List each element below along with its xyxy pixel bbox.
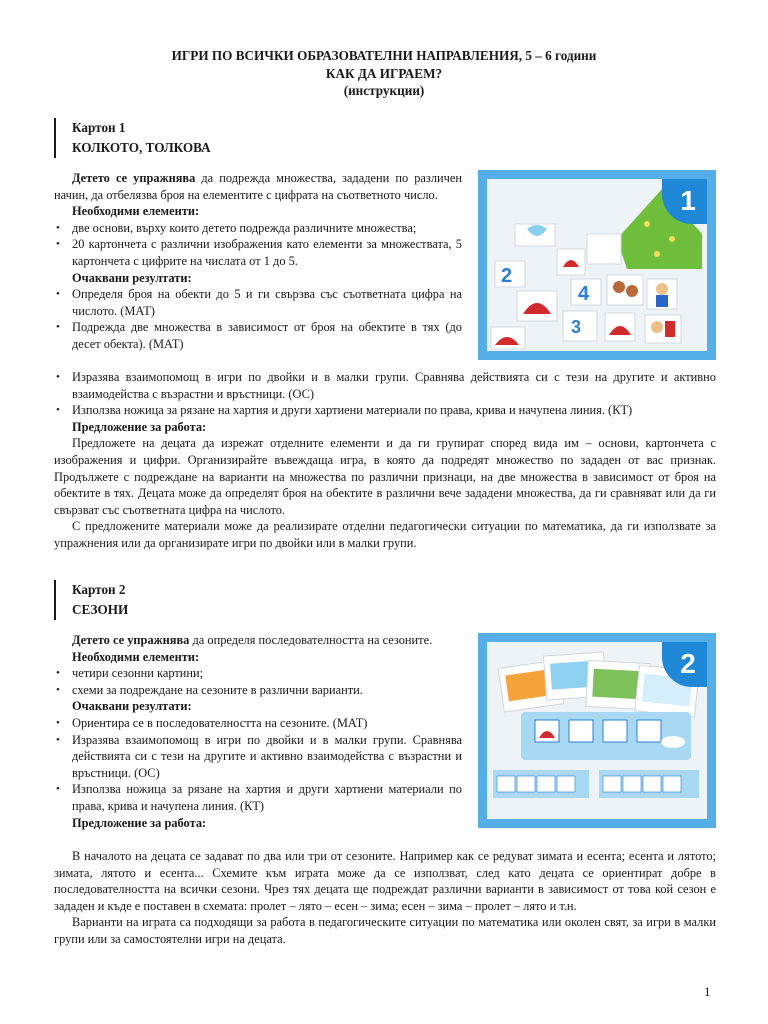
card1-proposal-paragraph: Предложете на децата да изрежат отделните елементи и да ги групират според вида им – основи, картончета с изображения и цифри. Организирайте въвеждаща игра, в която да подредят множество по зададен от вас признак. Продължете с подреждане на варианти на множества по различни признаци, на две множества в зависимост от броя на обектите в тях. Децата може да определят броя на обектите в различни вече зададени множества, да ги сравняват или да ги свързват със съответната цифра на числото. xyxy=(54,436,716,517)
svg-text:2: 2 xyxy=(501,265,513,287)
header-subtitle: КАК ДА ИГРАЕМ? xyxy=(325,65,443,81)
card2-title: СЕЗОНИ xyxy=(72,602,129,617)
list-item: • Използва ножица за рязане на хартия и други хартиени материали по права, крива и начупена линия. (КТ) xyxy=(54,781,462,814)
card1-heading xyxy=(54,118,211,158)
card1-title: КОЛКОТО, ТОЛКОВА xyxy=(72,140,211,155)
list-item: • 20 картончета с различни изображения като елементи за множествата, 5 картончета с цифрите на числата от 1 до 5. xyxy=(54,236,462,269)
card1-photo xyxy=(478,170,716,360)
header-title: ИГРИ ПО ВСИЧКИ ОБРАЗОВАТЕЛНИ НАПРАВЛЕНИЯ, 5 – 6 години xyxy=(171,48,597,63)
page-number: 1 xyxy=(704,984,711,999)
list-item: • Ориентира се в последователността на сезоните. (МАТ) xyxy=(54,715,462,732)
list-item: • Изразява взаимопомощ в игри по двойки и в малки групи. Сравнява действията си с тези на другите и активно взаимодейства с възрастни и връстници. (ОС) xyxy=(54,732,462,782)
card1-intro xyxy=(54,170,462,203)
svg-text:4: 4 xyxy=(578,283,590,305)
card2-intro xyxy=(54,632,462,649)
card1-number-badge: 1 xyxy=(662,179,707,224)
card2-intro-bold: Детето се упражнява xyxy=(72,633,190,647)
svg-text:3: 3 xyxy=(571,317,582,337)
card2-body-block xyxy=(54,848,716,948)
card2-proposal-heading: Предложение за работа: xyxy=(72,815,207,830)
list-item: • Използва ножица за рязане на хартия и други хартиени материали по права, крива и начупена линия. (КТ) xyxy=(54,402,716,419)
card1-number-label: Картон 1 xyxy=(72,120,126,135)
card1-proposal-paragraph: С предложените материали може да реализирате отделни педагогически ситуации по математика, да ги използвате за упражнения или да организирате игри по двойки или в малки групи. xyxy=(54,519,716,550)
card1-proposal-heading: Предложение за работа: xyxy=(72,419,207,434)
card1-results-heading: Очаквани резултати: xyxy=(72,270,192,285)
card1-intro-text: да подрежда множества, зададени по различен начин, да отбелязва броя на елементите с цифрата на съответното число. xyxy=(54,171,462,202)
card2-number-badge: 2 xyxy=(662,642,707,687)
page-header xyxy=(0,47,768,100)
card1-intro-block xyxy=(54,170,462,353)
card1-photo-content xyxy=(487,179,707,351)
card2-intro-block xyxy=(54,632,462,831)
card2-photo-content xyxy=(487,642,707,819)
card2-photo xyxy=(478,633,716,828)
list-item: • Подрежда две множества в зависимост от броя на обектите в тях (до десет обекта). (МАТ) xyxy=(54,319,462,352)
card2-proposal-paragraph: В началото на децата се задават по два или три от сезоните. Например как се редуват зимата и есента; есента и лятото; зимата, лятото и есента... Схемите към играта може да се използват, след като децата се ориентират добре в последователността на всички сезони. Чрез тях децата ще подреждат различни варианти в зависимост от това кой сезон е зададен и къде е поставен в схемата: пролет – лято – есен – зима; есен – зима – пролет – лято и т.н. xyxy=(54,849,716,913)
list-item: • Определя броя на обекти до 5 и ги свързва със съответната цифра на числото. (МАТ) xyxy=(54,286,462,319)
list-item: • схеми за подреждане на сезоните в различни варианти. xyxy=(54,682,462,699)
card1-required-heading: Необходими елементи: xyxy=(72,204,200,219)
list-item: • две основи, върху които детето подрежда различните множества; xyxy=(54,220,462,237)
header-note: (инструкции) xyxy=(343,83,425,98)
card1-intro-bold: Детето се упражнява xyxy=(72,171,196,185)
card2-number-label: Картон 2 xyxy=(72,582,126,597)
card2-results-heading: Очаквани резултати: xyxy=(72,699,192,714)
list-item: • четири сезонни картини; xyxy=(54,665,462,682)
card2-required-heading: Необходими елементи: xyxy=(72,649,200,664)
card2-intro-text: да определя последователността на сезоните. xyxy=(189,633,433,647)
card2-heading xyxy=(54,580,128,620)
card2-proposal-paragraph: Варианти на играта са подходящи за работа в педагогическите ситуации по математика или околен свят, за игри в малки групи или за самостоятелни игри на децата. xyxy=(54,915,716,946)
list-item: • Изразява взаимопомощ в игри по двойки и в малки групи. Сравнява действията си с тези на другите и активно взаимодейства с възрастни и връстници. (ОС) xyxy=(54,369,716,402)
card1-body-block xyxy=(54,369,716,552)
